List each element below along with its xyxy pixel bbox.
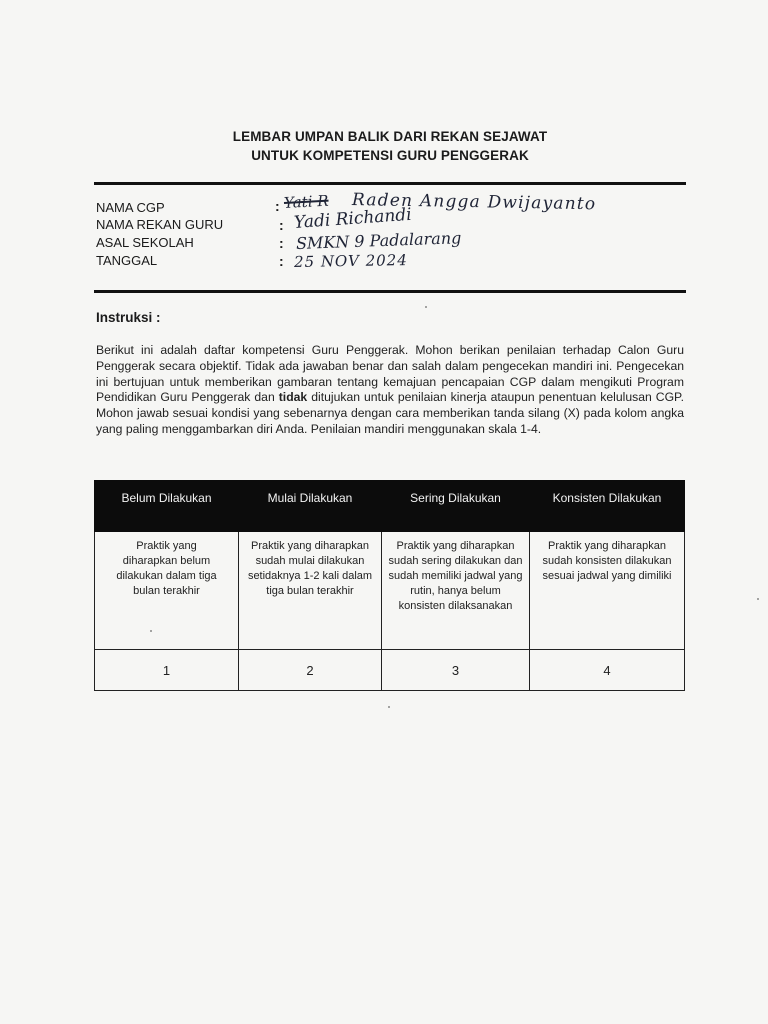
field-label: TANGGAL: [96, 253, 158, 268]
score-cell-2[interactable]: 2: [239, 650, 382, 691]
field-colon: :: [279, 217, 284, 233]
header-mulai-dilakukan: Mulai Dilakukan: [239, 481, 382, 532]
scan-speck: [150, 630, 152, 632]
description-cell: Praktik yang diharapkan belum dilakukan dalam tiga bulan terakhir: [95, 532, 239, 650]
handwritten-tanggal: 25 NOV 2024: [293, 251, 408, 271]
scan-speck: [425, 306, 427, 308]
field-label: NAMA CGP: [96, 200, 165, 215]
field-colon: :: [275, 198, 280, 214]
description-cell: Praktik yang diharapkan sudah konsisten dilakukan sesuai jadwal yang dimiliki: [530, 532, 685, 650]
score-cell-4[interactable]: 4: [530, 650, 685, 691]
field-colon: :: [279, 235, 284, 251]
title-line-2: UNTUK KOMPETENSI GURU PENGGERAK: [251, 148, 529, 163]
description-cell: Praktik yang diharapkan sudah mulai dilakukan setidaknya 1-2 kali dalam tiga bulan terakhir: [239, 532, 382, 650]
top-divider: [94, 182, 686, 185]
scan-speck: [757, 598, 759, 600]
header-sering-dilakukan: Sering Dilakukan: [382, 481, 530, 532]
table-row-scores: [95, 650, 685, 691]
score-cell-3[interactable]: 3: [382, 650, 530, 691]
bottom-divider: [94, 290, 686, 293]
instructions-heading: Instruksi :: [96, 310, 161, 325]
table-header-row: [95, 481, 685, 532]
header-konsisten-dilakukan: Konsisten Dilakukan: [530, 481, 685, 532]
field-colon: :: [279, 253, 284, 269]
handwritten-nama-rekan-guru: Yadi Richandi: [293, 204, 413, 233]
handwritten-asal-sekolah: SMKN 9 Padalarang: [295, 228, 462, 253]
handwritten-nama-cgp: Raden Angga Dwijayanto: [351, 190, 597, 215]
header-belum-dilakukan: Belum Dilakukan: [95, 481, 239, 532]
instructions-text-part-2: ditujukan untuk penilaian kinerja ataupun penentuan kelulusan CGP. Mohon jawab sesuai kondisi yang sebenarnya dengan cara memberikan tanda silang (X) pada kolom angka yang paling menggambarkan diri Anda. Penilaian mandiri menggunakan skala 1-4.: [96, 390, 684, 436]
field-label: ASAL SEKOLAH: [96, 235, 194, 250]
scan-speck: [388, 706, 390, 708]
rating-scale-table: [94, 480, 685, 691]
struck-handwritten-value: Yati R: [283, 191, 329, 212]
field-label: NAMA REKAN GURU: [96, 217, 224, 232]
table-row-descriptions: [95, 532, 685, 650]
title-line-1: LEMBAR UMPAN BALIK DARI REKAN SEJAWAT: [232, 129, 548, 144]
instructions-bold-word: tidak: [278, 390, 308, 405]
instructions-text-part-1: Berikut ini adalah daftar kompetensi Guru Penggerak. Mohon berikan penilaian terhadap Calon Guru Penggerak secara objektif. Tidak ada jawaban benar dan salah dalam pengecekan mandiri ini. Pengecekan ini bertujuan untuk memberikan gambaran tentang kemajuan pencapaian CGP dalam mengikuti Program Pendidikan Guru Penggerak dan: [96, 343, 684, 405]
score-cell-1[interactable]: 1: [95, 650, 239, 691]
instructions-paragraph: [96, 343, 684, 438]
description-cell: Praktik yang diharapkan sudah sering dilakukan dan sudah memiliki jadwal yang rutin, hanya belum konsisten dilaksanakan: [382, 532, 530, 650]
document-title: [94, 127, 686, 165]
